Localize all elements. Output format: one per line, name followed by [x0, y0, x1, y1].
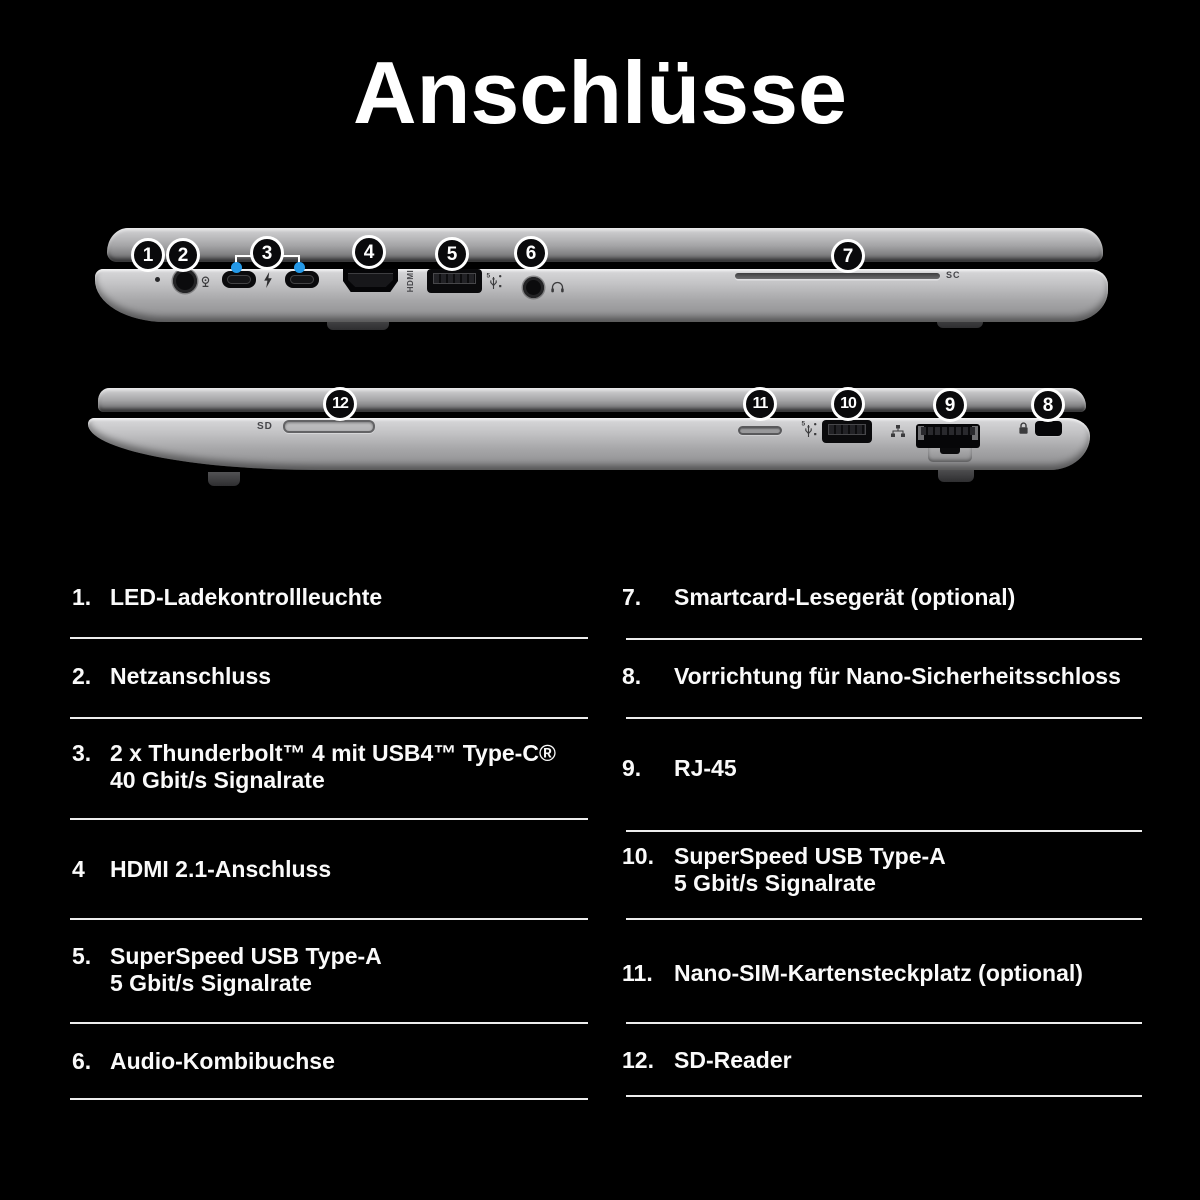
legend-text: SuperSpeed USB Type-A — [110, 943, 382, 969]
legend-text: SuperSpeed USB Type-A — [674, 843, 946, 869]
legend-number: 4 — [72, 856, 85, 882]
power-plug-icon — [199, 275, 212, 288]
divider — [70, 818, 588, 820]
divider — [626, 1095, 1142, 1097]
legend-text: HDMI 2.1-Anschluss — [110, 856, 332, 882]
divider — [70, 1098, 588, 1100]
divider — [626, 717, 1142, 719]
legend-item-11 — [622, 960, 1083, 987]
legend-item-12 — [622, 1047, 792, 1074]
headset-icon — [550, 280, 565, 294]
callout-4: 4 — [352, 235, 386, 269]
usb-c-thunderbolt-port-2 — [285, 271, 319, 288]
legend-number: 11. — [622, 960, 653, 986]
legend-item-9 — [622, 755, 737, 782]
legend-number: 8. — [622, 663, 642, 689]
legend-item-3 — [72, 740, 556, 794]
divider — [626, 1022, 1142, 1024]
legend-item-7 — [622, 584, 1015, 611]
legend-text-line2: 40 Gbit/s Signalrate — [110, 767, 325, 793]
laptop-bottom-side-view — [88, 384, 1100, 496]
legend-number: 6. — [72, 1048, 92, 1074]
callout-10: 10 — [831, 387, 865, 421]
legend-item-5 — [72, 943, 382, 997]
legend-text: Audio-Kombibuchse — [110, 1048, 335, 1074]
thunderbolt-marker-dot — [231, 262, 242, 273]
legend-number: 9. — [622, 755, 642, 781]
callout-9: 9 — [933, 388, 967, 422]
sd-slot-label: SD — [257, 421, 273, 432]
svg-text:5: 5 — [801, 420, 806, 428]
audio-combo-jack — [523, 277, 544, 298]
divider — [70, 918, 588, 920]
nano-security-lock-slot — [1035, 421, 1062, 436]
svg-text:5: 5 — [486, 272, 491, 280]
laptop-top-side-view — [95, 226, 1110, 344]
usb-c-thunderbolt-port-1 — [222, 271, 256, 288]
nano-sim-slot — [738, 426, 782, 435]
legend-number: 1. — [72, 584, 92, 610]
charging-led — [155, 277, 160, 282]
thunderbolt-icon — [263, 272, 273, 288]
legend-text: 2 x Thunderbolt™ 4 mit USB4™ Type-C® — [110, 740, 556, 766]
callout-3: 3 — [250, 236, 284, 270]
laptop-foot — [208, 472, 240, 486]
legend-number: 12. — [622, 1047, 654, 1073]
legend-text: RJ-45 — [674, 755, 737, 781]
divider — [70, 637, 588, 639]
callout-5: 5 — [435, 237, 469, 271]
superspeed-usb-5-icon — [485, 272, 502, 291]
legend-item-10 — [622, 843, 946, 897]
usb-a-port — [822, 420, 872, 443]
power-connector-port — [173, 269, 197, 293]
network-icon — [891, 425, 905, 438]
legend-item-8 — [622, 663, 1121, 690]
nano-lock-icon — [1018, 422, 1029, 435]
thunderbolt-marker-dot — [294, 262, 305, 273]
sd-card-slot — [283, 420, 375, 433]
legend-number: 2. — [72, 663, 92, 689]
divider — [626, 918, 1142, 920]
page-title: Anschlüsse — [353, 43, 847, 142]
legend-text: Smartcard-Lesegerät (optional) — [674, 584, 1016, 610]
legend-text: Vorrichtung für Nano-Sicherheitsschloss — [674, 663, 1121, 689]
usb-a-port — [427, 269, 482, 293]
legend-number: 3. — [72, 740, 92, 766]
smartcard-slot — [735, 273, 940, 279]
divider — [70, 717, 588, 719]
legend-item-2 — [72, 663, 271, 690]
laptop-foot — [938, 468, 974, 482]
callout-2: 2 — [166, 238, 200, 272]
callout-11: 11 — [743, 387, 777, 421]
divider — [70, 1022, 588, 1024]
legend-item-4 — [72, 856, 331, 883]
callout-12: 12 — [323, 387, 357, 421]
legend-text: Netzanschluss — [110, 663, 272, 689]
legend-text: Nano-SIM-Kartensteckplatz (optional) — [674, 960, 1083, 986]
legend-text-line2: 5 Gbit/s Signalrate — [110, 970, 312, 996]
smartcard-slot-label: SC — [946, 270, 961, 280]
rj45-jaw — [928, 446, 972, 462]
callout-6: 6 — [514, 236, 548, 270]
rj45-port — [916, 424, 980, 448]
legend-item-1 — [72, 584, 382, 611]
callout-8: 8 — [1031, 388, 1065, 422]
divider — [626, 830, 1142, 832]
legend-text: SD-Reader — [674, 1047, 792, 1073]
hdmi-port — [343, 269, 398, 292]
legend-number: 7. — [622, 584, 642, 610]
hdmi-port-label: HDMI — [405, 269, 415, 293]
legend-number: 10. — [622, 843, 654, 869]
callout-1: 1 — [131, 238, 165, 272]
legend-number: 5. — [72, 943, 92, 969]
legend-item-6 — [72, 1048, 335, 1075]
legend-text: LED-Ladekontrollleuchte — [110, 584, 383, 610]
superspeed-usb-5-icon — [800, 420, 817, 439]
divider — [626, 638, 1142, 640]
legend-text-line2: 5 Gbit/s Signalrate — [674, 870, 876, 896]
callout-7: 7 — [831, 239, 865, 273]
